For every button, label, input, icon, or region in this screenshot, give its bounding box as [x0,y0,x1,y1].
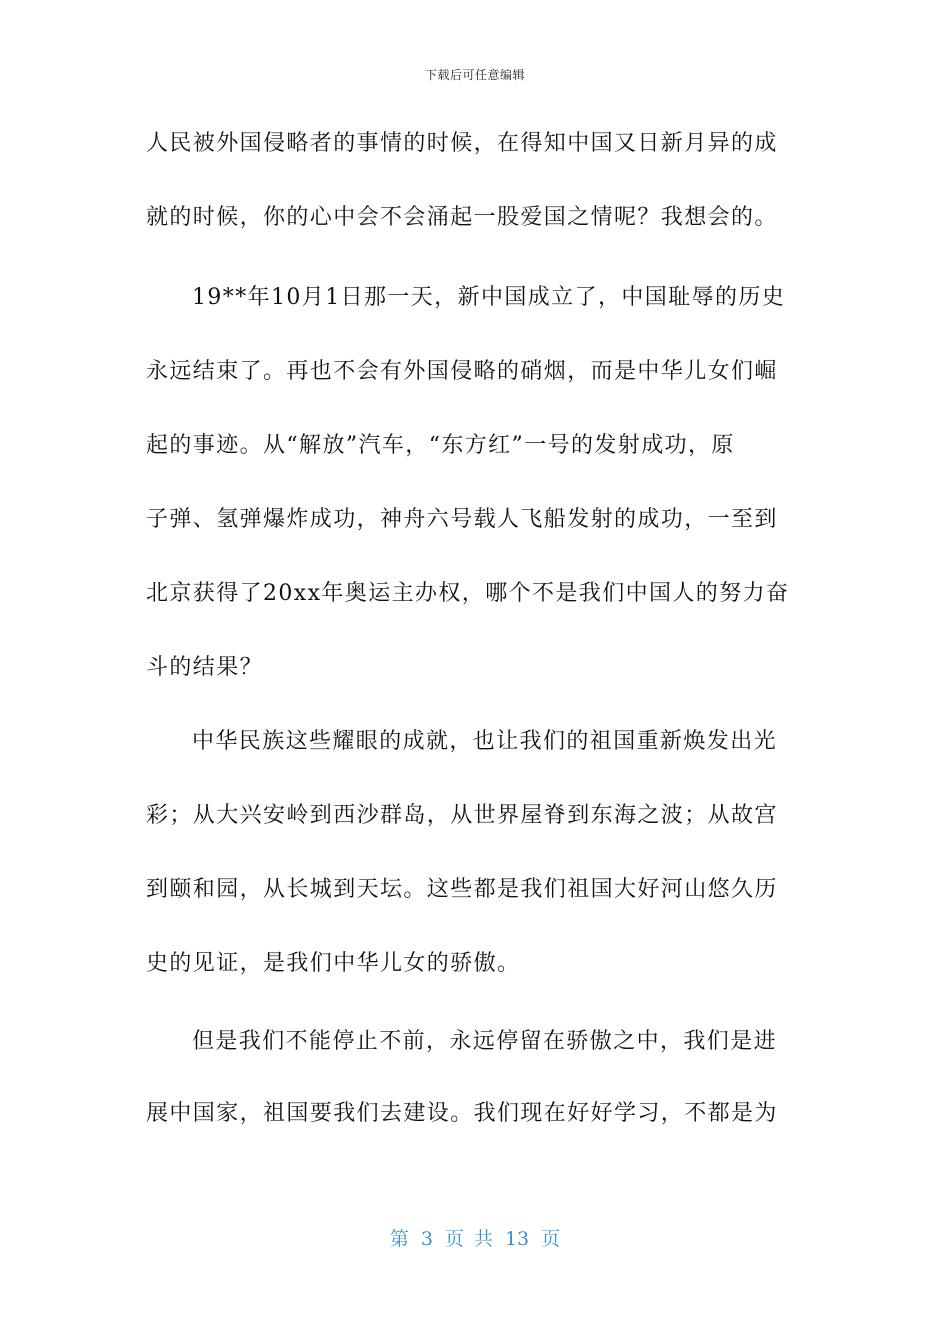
text-line-5: 起的事迹。从“解放”汽车，“东方红”一号的发射成功，原 [146,433,735,458]
text-line-8: 斗的结果？ [146,655,264,680]
text-line-3: 19**年10月1日那一天，新中国成立了，中国耻辱的历史 [192,285,786,310]
text-line-4: 永远结束了。再也不会有外国侵略的硝烟，而是中华儿女们崛 [146,359,778,384]
footer-prefix: 第 [389,1228,409,1250]
text-line-9: 中华民族这些耀眼的成就，也让我们的祖国重新焕发出光 [192,729,778,754]
text-line-10: 彩；从大兴安岭到西沙群岛，从世界屋脊到东海之波；从故宫 [146,803,778,828]
text-line-11: 到颐和园，从长城到天坛。这些都是我们祖国大好河山悠久历 [146,877,778,902]
text-line-1: 人民被外国侵略者的事情的时候，在得知中国又日新月异的成 [146,131,778,156]
text-line-6: 子弹、氢弹爆炸成功，神舟六号载人飞船发射的成功，一至到 [146,507,778,532]
footer-suffix: 页 [541,1228,561,1250]
page-header: 下载后可任意编辑 [424,68,525,82]
text-line-2: 就的时候，你的心中会不会涌起一股爱国之情呢？我想会的。 [146,205,778,230]
page-footer [0,1224,950,1251]
footer-page-number: 3 [420,1228,433,1250]
text-line-13: 但是我们不能停止不前，永远停留在骄傲之中，我们是进 [192,1029,778,1054]
footer-mid: 页 共 [444,1228,493,1250]
text-line-12: 史的见证，是我们中华儿女的骄傲。 [146,951,521,976]
text-line-14: 展中国家，祖国要我们去建设。我们现在好好学习，不都是为 [146,1101,778,1126]
text-line-7: 北京获得了20xx年奥运主办权，哪个不是我们中国人的努力奋 [146,581,790,606]
footer-total-pages: 13 [504,1228,530,1250]
